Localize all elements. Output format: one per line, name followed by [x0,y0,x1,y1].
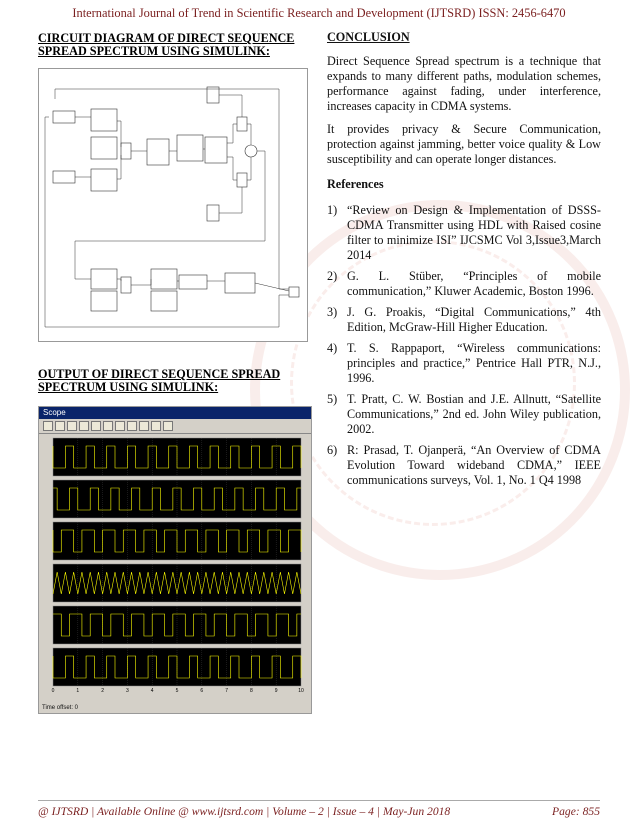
scope-tick-label: 0 [51,688,55,694]
block-unipolar-bipolar-3 [91,169,117,191]
zoom-icon[interactable] [67,421,77,431]
scope-output-window [38,406,312,714]
circuit-diagram-svg [39,69,307,341]
params-icon[interactable] [55,421,65,431]
restore-axes-icon[interactable] [127,421,137,431]
block-unipolar-bipolar-6 [151,269,177,289]
conclusion-paragraph-1: Direct Sequence Spread spectrum is a technique that expands to many different paths, modulation schemes, performance against fading, under interference, increases capacity in CDMA systems. [327,54,601,113]
signal-select-icon[interactable] [163,421,173,431]
block-random-integer [53,111,75,123]
block-complex-real [205,137,227,163]
block-unipolar-bipolar-2 [91,137,117,159]
scope-tick-label: 2 [101,688,104,694]
figure2-title: OUTPUT OF DIRECT SEQUENCE SPREAD SPECTRUM USING SIMULINK: [38,367,281,394]
block-sum [245,145,257,157]
reference-item: 3) J. G. Proakis, “Digital Communications,” 4th Edition, McGraw-Hill Higher Education. [327,305,601,334]
zoom-y-icon[interactable] [91,421,101,431]
block-unipolar-bipolar-1 [91,109,117,131]
scope-panel [53,522,301,560]
block-scope [289,287,299,297]
save-axes-icon[interactable] [115,421,125,431]
scope-tick-label: 10 [298,688,304,694]
scope-plots [39,434,311,704]
zoom-x-icon[interactable] [79,421,89,431]
simulink-circuit-diagram [38,68,308,342]
page-footer [38,800,600,818]
reference-item: 2) G. L. Stüber, “Principles of mobile communication,” Kluwer Academic, Boston 1996. [327,269,601,298]
autoscale-icon[interactable] [103,421,113,431]
print-icon[interactable] [43,421,53,431]
block-sine-wave1 [207,205,219,221]
scope-panel [53,564,301,602]
block-unipolar-bipolar-4 [91,269,117,289]
right-column [327,30,601,494]
references-list [327,203,601,488]
block-bipolar-unipolar-2 [151,291,177,311]
reference-item: 5) T. Pratt, C. W. Bostian and J.E. Allnutt, “Satellite Communications,” 2nd ed. John Wiley publication, 2002. [327,392,601,436]
conclusion-heading: CONCLUSION [327,30,410,44]
scope-tick-label: 7 [225,688,228,694]
block-product [121,143,131,159]
references-heading: References [327,177,384,191]
scope-titlebar: Scope [39,407,311,419]
scope-panel [53,648,301,686]
block-bipolar-unipolar [147,139,169,165]
block-product3 [121,277,131,293]
figure1-title: CIRCUIT DIAGRAM OF DIRECT SEQUENCE SPREAD SPECTRUM USING SIMULINK: [38,31,295,58]
block-pn-sequence [53,171,75,183]
page-number: Page: 855 [552,805,600,818]
block-product1 [237,117,247,131]
footer-left: @ IJTSRD | Available Online @ www.ijtsrd.com | Volume – 2 | Issue – 4 | May-Jun 2018 [38,805,451,818]
reference-item: 1) “Review on Design & Implementation of DSSS-CDMA Transmitter using HDL with Raised cosine filter to minimize ISI” IJCSMC Vol 3,Issue3,March 2014 [327,203,601,262]
scope-tick-label: 4 [150,688,154,694]
scope-status: Time offset: 0 [39,703,311,713]
journal-header: International Journal of Trend in Scientific Research and Development (IJTSRD) ISSN: 2456-6470 [72,6,566,20]
lock-icon[interactable] [151,421,161,431]
reference-item: 4) T. S. Rappaport, “Wireless communications: principles and practice,” Pentrice Hall PTR, N.J., 1996. [327,341,601,385]
scope-panel [53,480,301,518]
block-unipolar-bipolar-5 [91,291,117,311]
scope-panel [53,438,301,476]
block-sine-wave [207,87,219,103]
scope-tick-label: 6 [200,688,204,694]
scope-tick-label: 9 [274,688,278,694]
conclusion-paragraph-2: It provides privacy & Secure Communication, protection against jamming, better voice quality & Low susceptibility and can operate longer distances. [327,122,601,166]
reference-item: 6) R: Prasad, T. Ojanperä, “An Overview of CDMA Evolution Toward wideband CDMA,” IEEE communications surveys, Vol. 1, No. 1 Q4 1998 [327,443,601,487]
block-bpsk-mod [177,135,203,161]
scope-tick-label: 5 [175,688,179,694]
scope-tick-label: 3 [126,688,129,694]
float-icon[interactable] [139,421,149,431]
block-product2 [237,173,247,187]
block-awgn [225,273,255,293]
scope-tick-label: 1 [76,688,80,694]
block-bpsk-demod [179,275,207,289]
scope-tick-label: 8 [250,688,253,694]
scope-toolbar [39,419,311,434]
scope-panel [53,606,301,644]
